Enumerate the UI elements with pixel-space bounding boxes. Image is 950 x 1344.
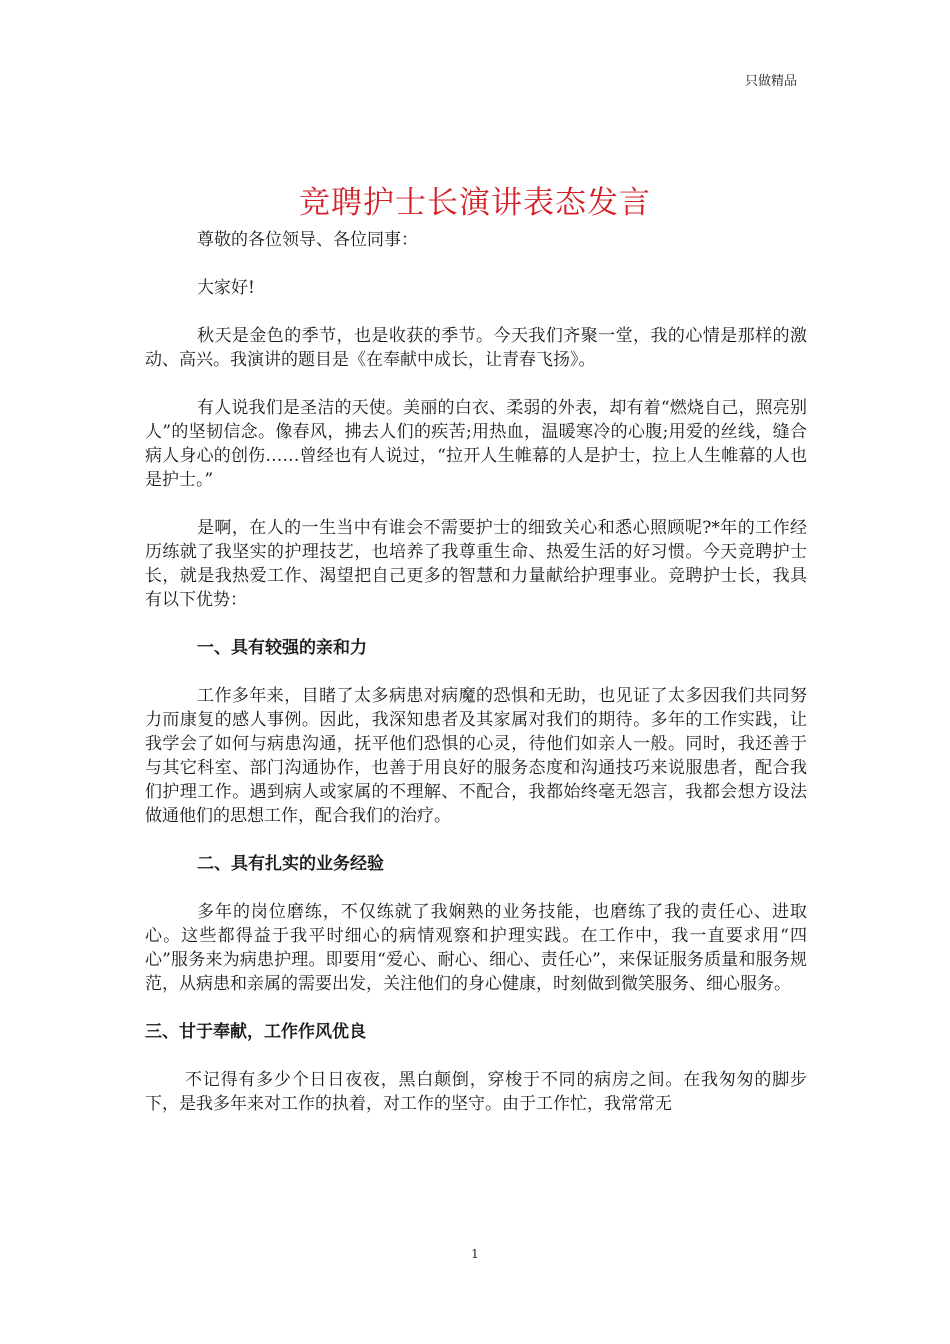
page-number: 1 [471,1247,479,1261]
document-title: 竞聘护士长演讲表态发言 [299,184,651,221]
greeting-paragraph: 尊敬的各位领导、各位同事： [197,230,418,250]
section-heading: 一、具有较强的亲和力 [197,638,367,658]
hello-paragraph: 大家好! [197,278,255,298]
body-paragraph: 不记得有多少个日日夜夜，黑白颠倒，穿梭于不同的病房之间。在我匆匆的脚步下，是我多年来对工作的执着，对工作的坚守。由于工作忙，我常常无 [145,1070,807,1114]
section-heading: 三、甘于奉献，工作作风优良 [145,1022,366,1042]
body-paragraph: 有人说我们是圣洁的天使。美丽的白衣、柔弱的外表，却有着“燃烧自己，照亮别人”的坚韧信念。像春风，拂去人们的疾苦;用热血，温暖寒冷的心腹;用爱的丝线，缝合病人身心的创伤……曾经也有人说过，“拉开人生帷幕的人是护士，拉上人生帷幕的人也是护士。” [145,398,807,490]
body-paragraph: 秋天是金色的季节，也是收获的季节。今天我们齐聚一堂，我的心情是那样的激动、高兴。我演讲的题目是《在奉献中成长，让青春飞扬》。 [145,326,807,370]
section-heading: 二、具有扎实的业务经验 [197,854,384,874]
body-paragraph: 是啊，在人的一生当中有谁会不需要护士的细致关心和悉心照顾呢?*年的工作经历练就了我坚实的护理技艺，也培养了我尊重生命、热爱生活的好习惯。今天竞聘护士长，就是我热爱工作、渴望把自己更多的智慧和力量献给护理事业。竞聘护士长，我具有以下优势： [145,518,807,610]
body-paragraph: 多年的岗位磨练，不仅练就了我娴熟的业务技能，也磨练了我的责任心、进取心。这些都得益于我平时细心的病情观察和护理实践。在工作中，我一直要求用“四心”服务来为病患护理。即要用“爱心、耐心、细心、责任心”，来保证服务质量和服务规范，从病患和亲属的需要出发，关注他们的身心健康，时刻做到微笑服务、细心服务。 [145,902,807,994]
header-note: 只做精品 [745,74,798,89]
document-body [145,228,807,1116]
body-paragraph: 工作多年来，目睹了太多病患对病魔的恐惧和无助，也见证了太多因我们共同努力而康复的感人事例。因此，我深知患者及其家属对我们的期待。多年的工作实践，让我学会了如何与病患沟通，抚平他们恐惧的心灵，待他们如亲人一般。同时，我还善于与其它科室、部门沟通协作，也善于用良好的服务态度和沟通技巧来说服患者，配合我们护理工作。遇到病人或家属的不理解、不配合，我都始终毫无怨言，我都会想方设法做通他们的思想工作，配合我们的治疗。 [145,686,807,826]
